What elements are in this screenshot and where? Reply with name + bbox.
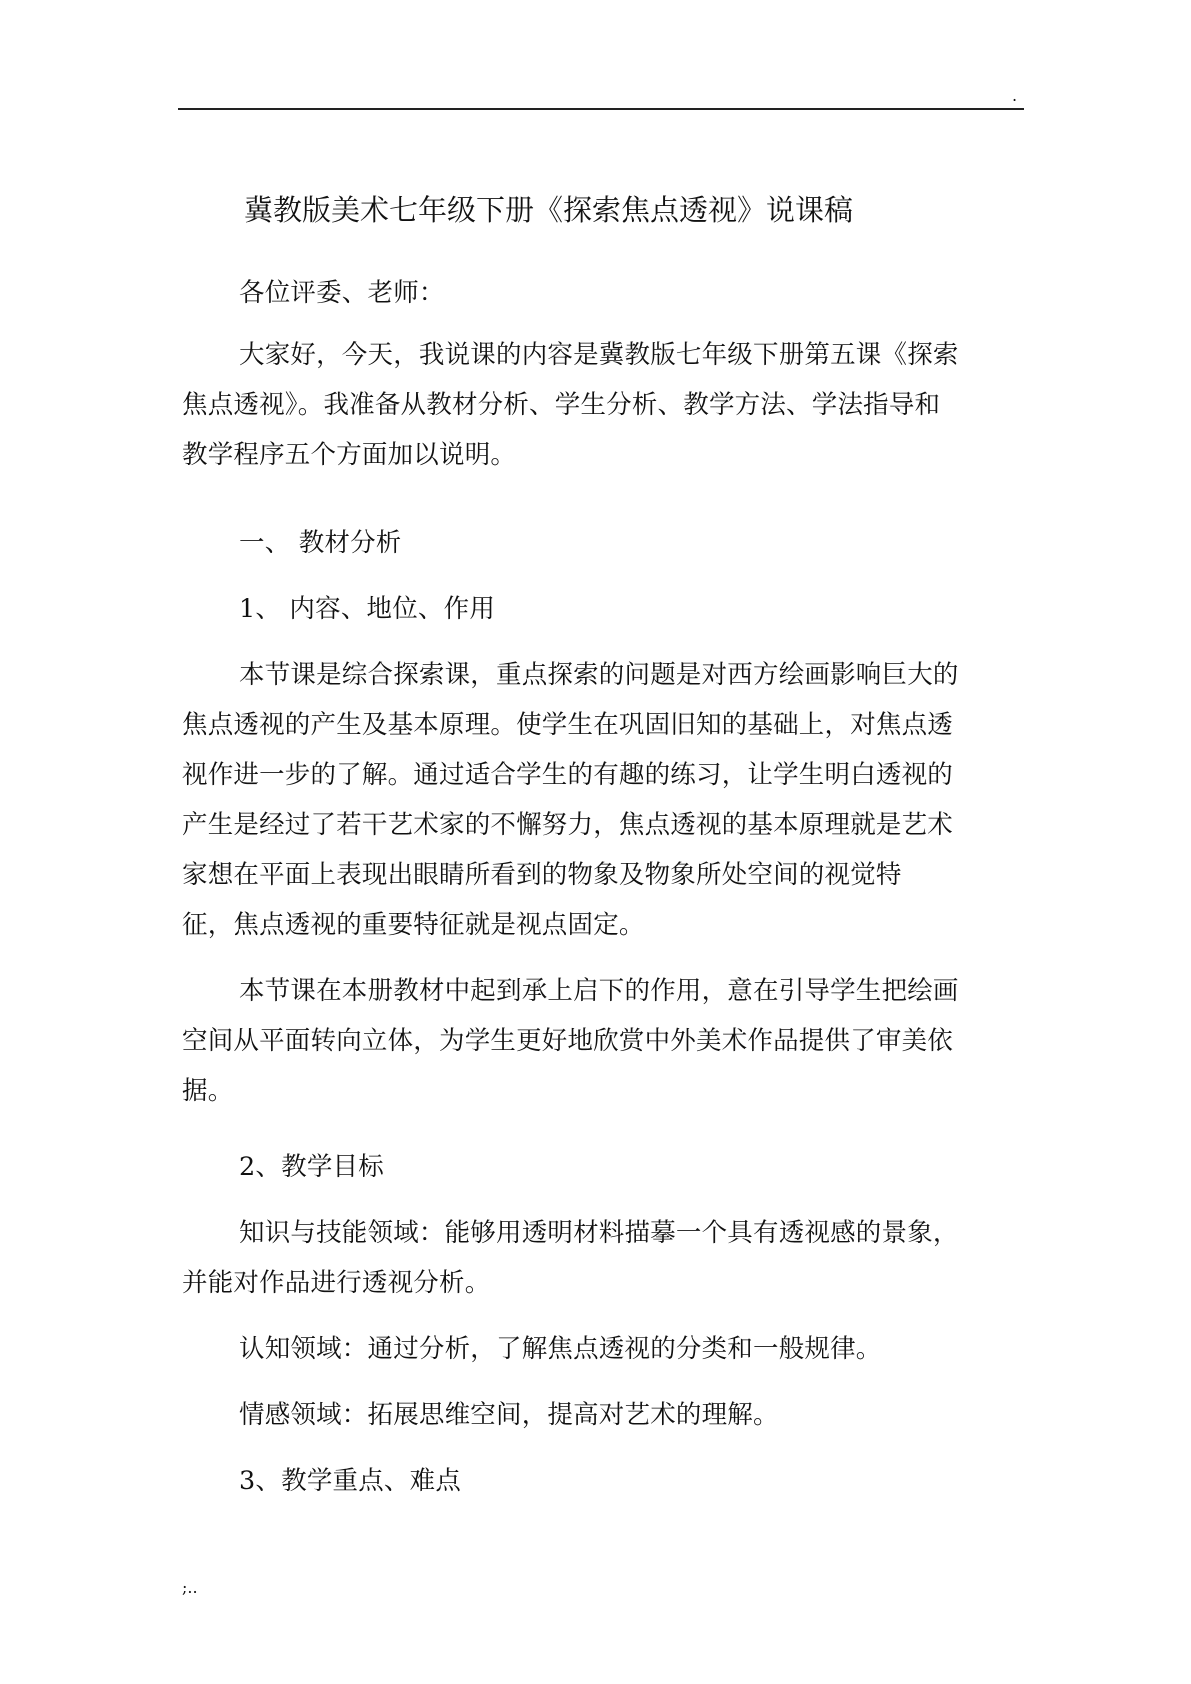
content-paragraph-1 bbox=[182, 650, 1022, 950]
paragraph-line: 征，焦点透视的重要特征就是视点固定。 bbox=[182, 910, 645, 940]
header-mark: . bbox=[1012, 86, 1018, 105]
goal-cognition bbox=[182, 1324, 1022, 1374]
greeting bbox=[182, 268, 1022, 318]
subsection-heading-text: 1、 内容、地位、作用 bbox=[239, 594, 496, 624]
paragraph-line: 并能对作品进行透视分析。 bbox=[182, 1268, 491, 1298]
paragraph-line: 认知领域：通过分析，了解焦点透视的分类和一般规律。 bbox=[239, 1334, 882, 1364]
paragraph-line: 本节课在本册教材中起到承上启下的作用，意在引导学生把绘画 bbox=[239, 976, 959, 1006]
content-paragraph-2 bbox=[182, 966, 1022, 1116]
goal-knowledge bbox=[182, 1208, 1022, 1308]
paragraph-line: 本节课是综合探索课，重点探索的问题是对西方绘画影响巨大的 bbox=[239, 660, 959, 690]
header-rule bbox=[178, 108, 1024, 110]
paragraph-line: 视作进一步的了解。通过适合学生的有趣的练习，让学生明白透视的 bbox=[182, 760, 954, 790]
paragraph-line: 焦点透视的产生及基本原理。使学生在巩固旧知的基础上，对焦点透 bbox=[182, 710, 954, 740]
subsection-heading-text: 3、教学重点、难点 bbox=[239, 1466, 462, 1496]
intro-line-2: 焦点透视》。我准备从教材分析、学生分析、教学方法、学法指导和 bbox=[182, 390, 941, 420]
greeting-line: 各位评委、老师： bbox=[239, 278, 445, 308]
footer-mark: ;.. bbox=[182, 1578, 198, 1597]
subsection-heading-1-3 bbox=[182, 1456, 1022, 1506]
goal-emotion bbox=[182, 1390, 1022, 1440]
intro-paragraph bbox=[182, 330, 1022, 480]
paragraph-line: 家想在平面上表现出眼睛所看到的物象及物象所处空间的视觉特 bbox=[182, 860, 902, 890]
intro-line-1: 大家好，今天，我说课的内容是冀教版七年级下册第五课《探索 bbox=[239, 340, 959, 370]
paragraph-line: 知识与技能领域：能够用透明材料描摹一个具有透视感的景象， bbox=[239, 1218, 959, 1248]
subsection-heading-text: 2、教学目标 bbox=[239, 1152, 384, 1182]
document-title: 冀教版美术七年级下册《探索焦点透视》说课稿 bbox=[244, 193, 854, 227]
intro-line-3: 教学程序五个方面加以说明。 bbox=[182, 440, 517, 470]
subsection-heading-1-2 bbox=[182, 1142, 1022, 1192]
section-heading-1 bbox=[182, 518, 1022, 568]
section-heading-text: 一、 教材分析 bbox=[239, 528, 402, 558]
paragraph-line: 据。 bbox=[182, 1076, 234, 1106]
paragraph-line: 空间从平面转向立体，为学生更好地欣赏中外美术作品提供了审美依 bbox=[182, 1026, 954, 1056]
paragraph-line: 情感领域：拓展思维空间，提高对艺术的理解。 bbox=[239, 1400, 779, 1430]
paragraph-line: 产生是经过了若干艺术家的不懈努力，焦点透视的基本原理就是艺术 bbox=[182, 810, 954, 840]
subsection-heading-1-1 bbox=[182, 584, 1022, 634]
